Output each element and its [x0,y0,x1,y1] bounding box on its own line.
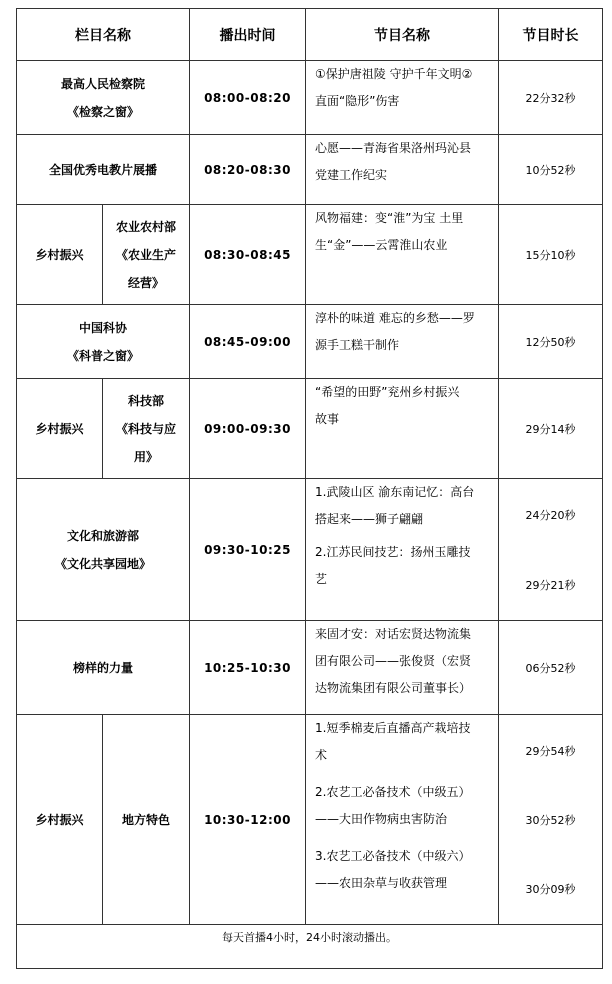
program-name-cell [306,621,499,715]
header-air-time: 播出时间 [190,9,306,61]
column-name-cell: 榜样的力量 [17,621,190,715]
program-line: 2.农艺工必备技术（中级五） [315,785,471,799]
duration-cell: 15分10秒 [499,205,603,305]
column-name-line: 《检察之窗》 [66,104,139,119]
column-name-line: 《科技与应 [115,421,176,436]
column-name-line: 《农业生产 [115,247,176,262]
table-row [17,305,603,379]
program-line: 风物福建：变“淮”为宝 土里 [315,211,464,225]
schedule-table [16,8,603,969]
header-column-name: 栏目名称 [17,9,190,61]
duration-cell: 22分32秒 [499,61,603,135]
table-row [17,621,603,715]
column-name-cell [17,479,190,621]
header-row [17,9,603,61]
program-line: 达物流集团有限公司董事长） [315,681,472,695]
program-line: 3.农艺工必备技术（中级六） [315,849,471,863]
program-line: 心愿——青海省果洛州玛沁县 [315,141,472,155]
program-name-cell [306,205,499,305]
air-time-cell: 09:30-10:25 [190,479,306,621]
program-line: 艺 [315,572,328,586]
duration-cell: 12分50秒 [499,305,603,379]
duration-value: 29分21秒 [525,578,576,592]
program-line: 直面“隐形”伤害 [315,94,400,108]
air-time-cell: 10:30-12:00 [190,715,306,925]
program-name-cell [306,305,499,379]
program-line: 党建工作纪实 [315,168,388,182]
header-program-name: 节目名称 [306,9,499,61]
table-row [17,205,603,305]
program-line: 搭起来——狮子翩翩 [315,512,424,526]
duration-value: 29分54秒 [525,744,576,758]
column-name-main-cell: 乡村振兴 [17,715,103,925]
air-time-cell: 08:30-08:45 [190,205,306,305]
air-time-cell: 08:00-08:20 [190,61,306,135]
program-name-cell [306,379,499,479]
program-line: “希望的田野”兖州乡村振兴 [315,385,460,399]
air-time-cell: 08:45-09:00 [190,305,306,379]
duration-cell: 29分14秒 [499,379,603,479]
column-name-cell: 全国优秀电教片展播 [17,135,190,205]
column-name-line: 中国科协 [78,320,127,335]
column-name-sub-cell [103,379,190,479]
program-line: 1.武陵山区 渝东南记忆：高台 [315,485,475,499]
table-row [17,379,603,479]
duration-cell: 06分52秒 [499,621,603,715]
duration-value: 30分52秒 [525,813,576,827]
duration-value: 24分20秒 [525,508,576,522]
program-line: 1.短季棉麦后直播高产栽培技 [315,721,471,735]
program-line: ——大田作物病虫害防治 [315,812,448,826]
air-time-cell: 08:20-08:30 [190,135,306,205]
program-line: 生“金”——云霄淮山农业 [315,238,448,252]
program-line: 淳朴的味道 难忘的乡愁——罗 [315,311,475,325]
program-line: 2.江苏民间技艺：扬州玉雕技 [315,545,471,559]
duration-cell [499,715,603,925]
footer-note: 每天首播4小时，24小时滚动播出。 [17,925,603,969]
program-line: ——农田杂草与收获管理 [315,876,448,890]
table-row [17,135,603,205]
column-name-cell [17,61,190,135]
table-row [17,479,603,621]
column-name-main-cell: 乡村振兴 [17,205,103,305]
column-name-cell [17,305,190,379]
column-name-line: 《科普之窗》 [66,348,139,363]
footer-row [17,925,603,969]
column-name-line: 科技部 [127,393,164,408]
program-line: 故事 [315,412,340,426]
program-line: 术 [315,748,328,762]
air-time-cell: 10:25-10:30 [190,621,306,715]
table-row [17,715,603,925]
header-duration: 节目时长 [499,9,603,61]
program-line: 源手工糕干制作 [315,338,400,352]
program-line: 团有限公司——张俊贤（宏贤 [315,654,472,668]
program-name-cell [306,479,499,621]
column-name-line: 《文化共享园地》 [54,556,151,571]
column-name-sub-cell: 地方特色 [103,715,190,925]
duration-cell [499,479,603,621]
program-name-cell [306,135,499,205]
program-name-cell [306,61,499,135]
column-name-line: 农业农村部 [115,219,176,234]
program-spacer [315,833,488,843]
duration-stack [499,507,602,593]
duration-cell: 10分52秒 [499,135,603,205]
program-line: ①保护唐祖陵 守护千年文明② [315,67,473,81]
duration-value: 30分09秒 [525,882,576,896]
column-name-line: 文化和旅游部 [66,528,139,543]
column-name-sub-cell [103,205,190,305]
air-time-cell: 09:00-09:30 [190,379,306,479]
table-row [17,61,603,135]
program-name-cell [306,715,499,925]
column-name-line: 最高人民检察院 [60,76,145,91]
column-name-main-cell: 乡村振兴 [17,379,103,479]
duration-stack [499,743,602,897]
program-line: 来固才安：对话宏贤达物流集 [315,627,472,641]
column-name-line: 用》 [133,449,158,464]
program-spacer [315,769,488,779]
column-name-line: 经营》 [127,275,164,290]
